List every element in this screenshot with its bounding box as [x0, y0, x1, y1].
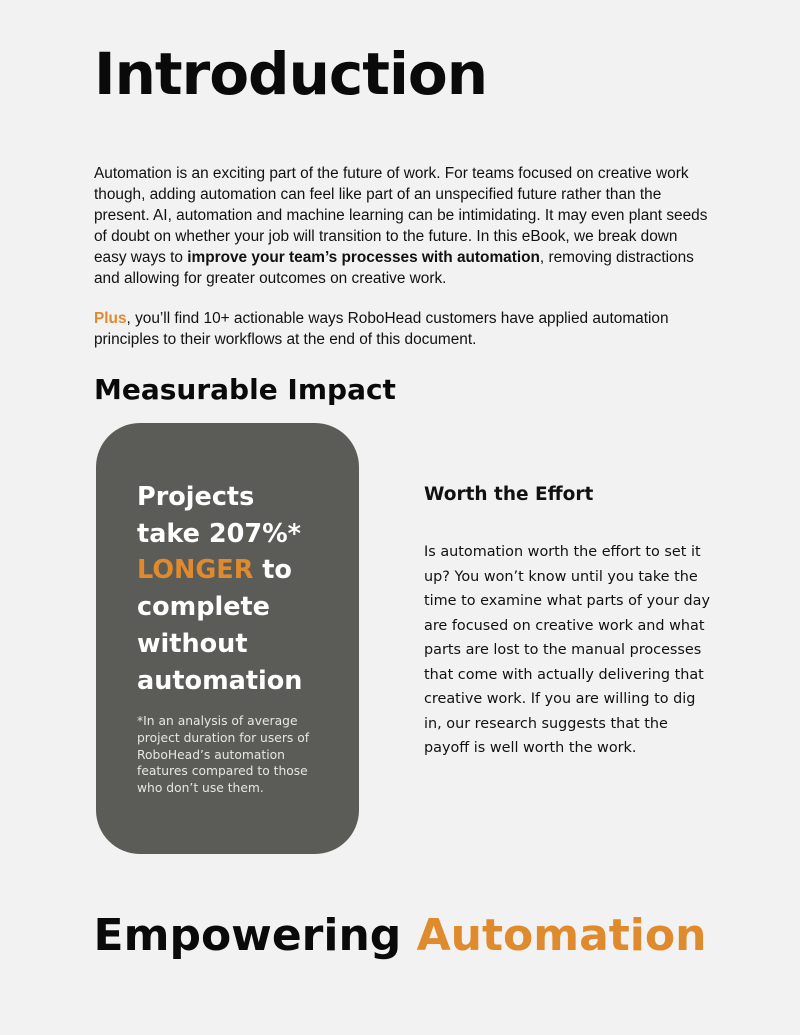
- plus-text: , you’ll find 10+ actionable ways RoboHead customers have applied automation principles to their workflows at the end of this document.: [94, 310, 669, 348]
- stat-line-complete: complete: [137, 592, 270, 623]
- stat-line-to: to: [253, 555, 292, 586]
- stat-card: [96, 423, 359, 854]
- stat-line-projects: Projects: [137, 482, 255, 512]
- stat-highlight: LONGER: [137, 555, 254, 586]
- stat-headline: [137, 479, 337, 699]
- section-title: Measurable Impact: [94, 373, 396, 406]
- side-body: Is automation worth the effort to set it up? You won’t know until you take the time to examine what parts of your day are focused on creative work and what parts are lost to the manual processes that come with actually delivering that creative work. If you are willing to dig in, our research suggests that the payoff is well worth the work.: [424, 544, 710, 756]
- stat-line-automation: automation: [137, 665, 303, 696]
- intro-text-start: Automation is an exciting part of the future of work. For teams focused on creative work though, adding automation can feel like part of an unspecified future rather than the present. AI, automation and machine learning can be intimidating. It may even plant seeds of doubt on whether your job will transition to the future. In this eBook, we break down easy ways to: [94, 165, 708, 266]
- page-title: Introduction: [94, 40, 487, 108]
- intro-text-end: , removing distractions and allowing for greater outcomes on creative work.: [94, 249, 694, 287]
- stat-footnote: *In an analysis of average project duration for users of RoboHead’s automation features compared to those who don’t use them.: [137, 714, 310, 796]
- stat-line-percent: take 207%*: [137, 518, 301, 549]
- side-title: Worth the Effort: [424, 484, 594, 505]
- plus-label: Plus: [94, 310, 127, 327]
- intro-bold-phrase: improve your team’s processes with automation: [187, 249, 540, 266]
- intro-paragraph: [94, 163, 714, 289]
- footer-title: [0, 910, 800, 961]
- stat-line-without: without: [137, 628, 248, 659]
- footer-word-automation: Automation: [416, 910, 707, 961]
- plus-paragraph: [94, 308, 714, 350]
- footer-word-empowering: Empowering: [93, 910, 417, 961]
